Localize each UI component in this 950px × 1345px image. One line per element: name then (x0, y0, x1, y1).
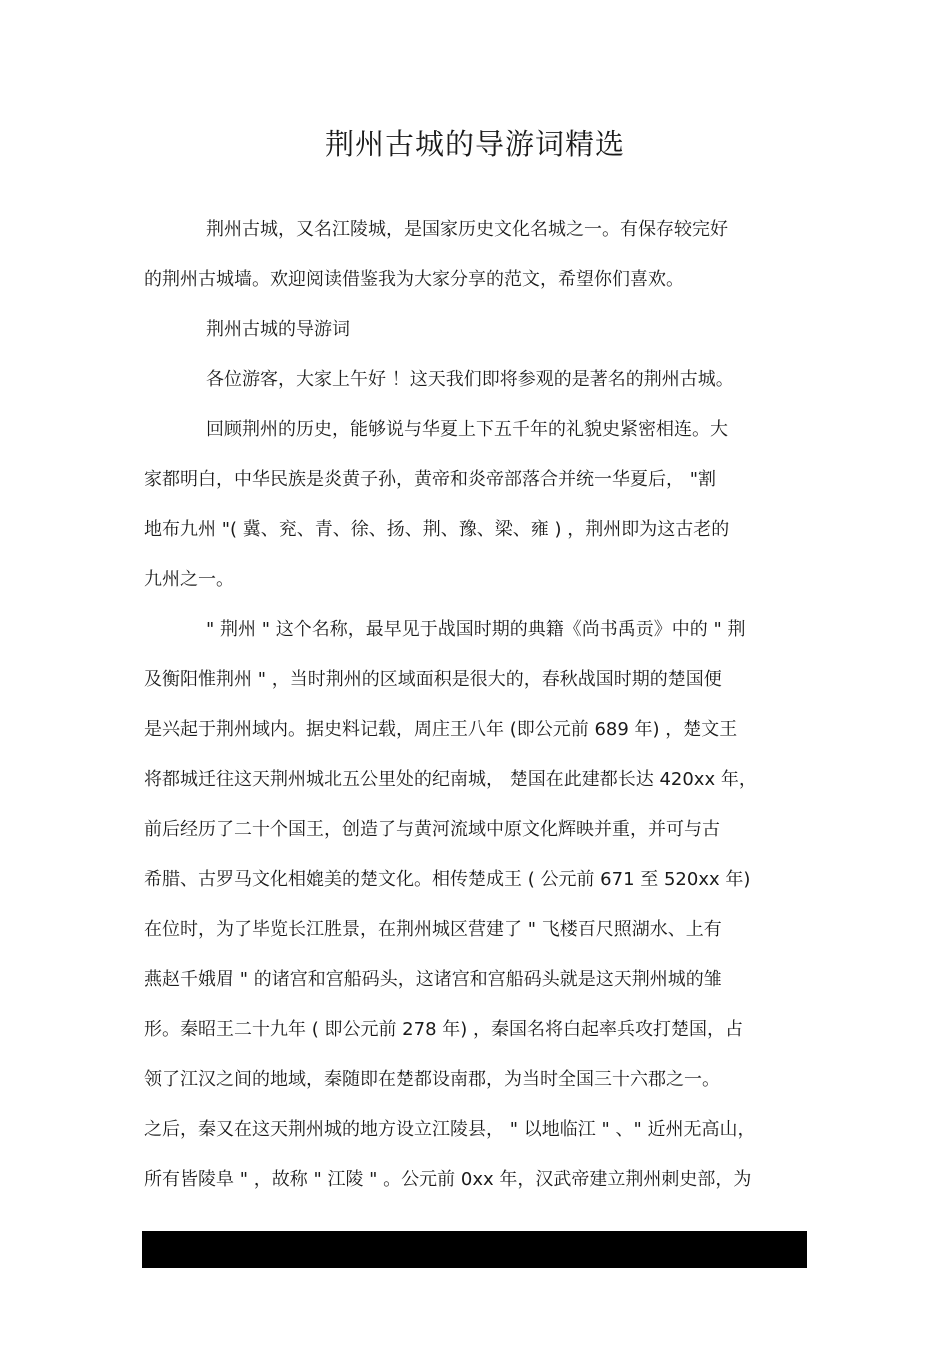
paragraph-line: 之后，秦又在这天荆州城的地方设立江陵县， " 以地临江 " 、" 近州无高山， (144, 1119, 756, 1140)
paragraph-line: 九州之一。 (144, 569, 234, 590)
paragraph-line: 家都明白，中华民族是炎黄子孙，黄帝和炎帝部落合并统一华夏后， "割 (144, 469, 716, 490)
section-heading: 荆州古城的导游词 (206, 319, 350, 340)
paragraph-line: 回顾荆州的历史，能够说与华夏上下五千年的礼貌史紧密相连。大 (206, 419, 728, 440)
paragraph-line: 形。秦昭王二十九年 ( 即公元前 278 年) ，秦国名将白起率兵攻打楚国，占 (144, 1019, 744, 1040)
paragraph-line: 的荆州古城墙。欢迎阅读借鉴我为大家分享的范文，希望你们喜欢。 (144, 269, 684, 290)
paragraph-line: 领了江汉之间的地域，秦随即在楚都设南郡，为当时全国三十六郡之一。 (144, 1069, 720, 1090)
paragraph-line: 燕赵千娥眉 " 的诸宫和宫船码头，这诸宫和宫船码头就是这天荆州城的雏 (144, 969, 722, 990)
paragraph-line: 前后经历了二十个国王，创造了与黄河流域中原文化辉映并重，并可与古 (144, 819, 720, 840)
paragraph-line: 各位游客，大家上午好 ！这天我们即将参观的是著名的荆州古城。 (206, 369, 734, 390)
paragraph-line: 希腊、古罗马文化相媲美的楚文化。相传楚成王 ( 公元前 671 至 520xx 年) (144, 869, 751, 890)
footer-bar (142, 1231, 807, 1268)
paragraph-line: 地布九州 "( 冀、兖、青、徐、扬、荆、豫、梁、雍 ) ，荆州即为这古老的 (144, 519, 730, 540)
paragraph-line: 所有皆陵阜 " ，故称 " 江陵 " 。公元前 0xx 年，汉武帝建立荆州刺史部，为 (144, 1169, 752, 1190)
paragraph-line: 将都城迁往这天荆州城北五公里处的纪南城， 楚国在此建都长达 420xx 年， (144, 769, 757, 790)
paragraph-line: 是兴起于荆州域内。据史料记载，周庄王八年 (即公元前 689 年) ，楚文王 (144, 719, 738, 740)
paragraph-line: 及衡阳惟荆州 " ，当时荆州的区域面积是很大的，春秋战国时期的楚国便 (144, 669, 722, 690)
paragraph-line: 荆州古城，又名江陵城，是国家历史文化名城之一。有保存较完好 (206, 219, 728, 240)
paragraph-line: 在位时，为了毕览长江胜景，在荆州城区营建了 " 飞楼百尺照湖水、上有 (144, 919, 722, 940)
document-title: 荆州古城的导游词精选 (324, 127, 625, 161)
paragraph-line: " 荆州 " 这个名称，最早见于战国时期的典籍《尚书禹贡》中的 " 荆 (206, 619, 746, 640)
